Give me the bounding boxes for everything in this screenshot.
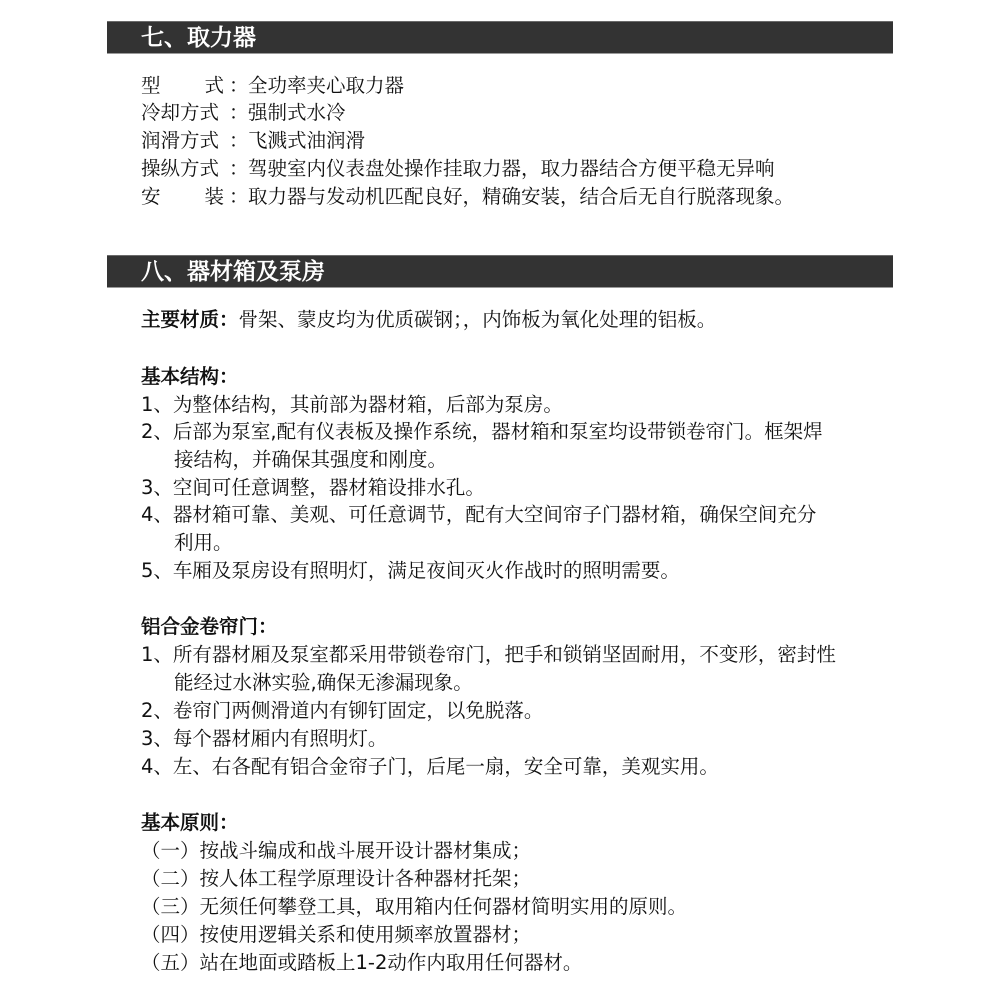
spec-label-part: 装 <box>204 185 225 208</box>
spec-label-part: 安 <box>141 185 161 208</box>
spec-label-part: 式 <box>204 74 225 97</box>
colon: ： <box>229 185 249 208</box>
list-item-continuation: 接结构，并确保其强度和刚度。 <box>174 448 448 471</box>
list-item: 5、车厢及泵房设有照明灯，满足夜间灭火作战时的照明需要。 <box>141 559 680 582</box>
spec-label: 润滑方式 <box>141 129 220 152</box>
section-header-equipment-box <box>107 255 893 288</box>
spec-label <box>141 183 229 211</box>
spec-row-operation <box>141 155 775 183</box>
spec-row-type <box>141 72 404 100</box>
spec-value: 取力器与发动机匹配良好，精确安装，结合后无自行脱落现象。 <box>248 185 795 208</box>
basic-principles-heading: 基本原则： <box>141 811 239 834</box>
main-material-value: 骨架、蒙皮均为优质碳钢；，内饰板为氧化处理的铝板。 <box>238 308 717 331</box>
colon: ： <box>229 129 249 152</box>
spec-label-part: 型 <box>141 74 161 97</box>
section-title: 七、取力器 <box>141 25 256 51</box>
spec-row-lubrication <box>141 127 365 155</box>
spec-label <box>141 72 229 100</box>
spec-label: 操纵方式 <box>141 157 220 180</box>
section-title: 八、器材箱及泵房 <box>141 259 325 285</box>
list-item: 4、器材箱可靠、美观、可任意调节，配有大空间帘子门器材箱，确保空间充分 <box>141 503 817 526</box>
list-item-continuation: 能经过水淋实验,确保无渗漏现象。 <box>174 671 473 694</box>
colon: ： <box>229 74 249 97</box>
spec-row-cooling <box>141 99 346 127</box>
list-item: 1、为整体结构，其前部为器材箱，后部为泵房。 <box>141 393 563 416</box>
list-item: 1、所有器材厢及泵室都采用带锁卷帘门，把手和锁销坚固耐用，不变形，密封性 <box>141 643 836 666</box>
main-material-label: 主要材质： <box>141 308 239 331</box>
spec-value: 驾驶室内仪表盘处操作挂取力器，取力器结合方便平稳无异响 <box>248 157 775 180</box>
basic-structure-heading: 基本结构： <box>141 365 239 388</box>
list-item: （四）按使用逻辑关系和使用频率放置器材； <box>141 923 532 946</box>
rolling-door-heading: 铝合金卷帘门： <box>141 615 278 638</box>
list-item: （一）按战斗编成和战斗展开设计器材集成； <box>141 839 532 862</box>
spec-value: 全功率夹心取力器 <box>248 74 405 97</box>
list-item: 4、左、右各配有铝合金帘子门，后尾一扇，安全可靠，美观实用。 <box>141 755 719 778</box>
list-item: （三）无须任何攀登工具，取用箱内任何器材简明实用的原则。 <box>141 895 688 918</box>
list-item: （五）站在地面或踏板上1-2动作内取用任何器材。 <box>141 951 583 974</box>
list-item-continuation: 利用。 <box>174 531 233 554</box>
spec-value: 飞溅式油润滑 <box>248 129 366 152</box>
main-material-row <box>141 306 716 334</box>
spec-label: 冷却方式 <box>141 101 220 124</box>
list-item: 2、后部为泵室,配有仪表板及操作系统，器材箱和泵室均设带锁卷帘门。框架焊 <box>141 420 823 443</box>
list-item: 3、空间可任意调整，器材箱设排水孔。 <box>141 476 485 499</box>
section-header-pto <box>107 21 893 54</box>
list-item: （二）按人体工程学原理设计各种器材托架； <box>141 867 532 890</box>
list-item: 3、每个器材厢内有照明灯。 <box>141 727 388 750</box>
list-item: 2、卷帘门两侧滑道内有铆钉固定，以免脱落。 <box>141 699 544 722</box>
colon: ： <box>229 101 249 124</box>
spec-value: 强制式水冷 <box>248 101 346 124</box>
colon: ： <box>229 157 249 180</box>
spec-row-installation <box>141 183 794 211</box>
